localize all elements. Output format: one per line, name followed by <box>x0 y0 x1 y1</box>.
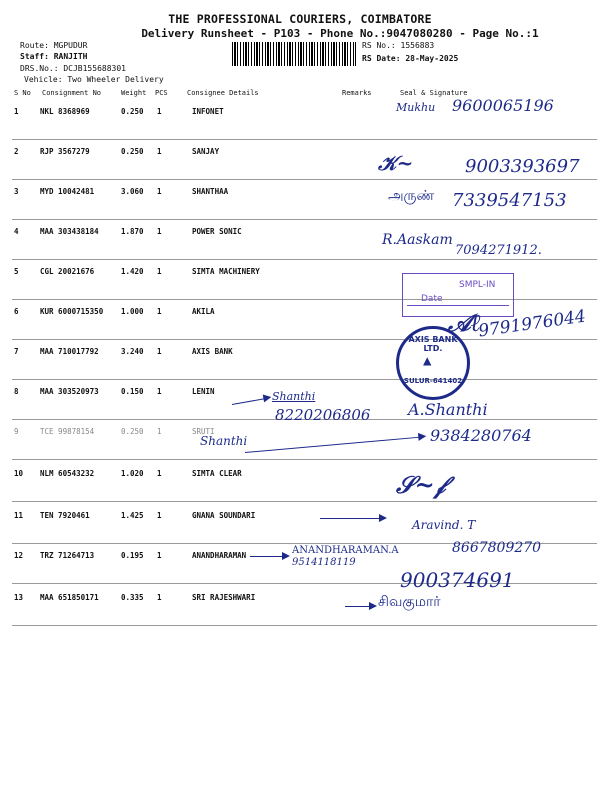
row-divider <box>12 625 597 626</box>
drs-number: DRS.No.: DCJB155688301 <box>20 64 126 73</box>
row-consignment: KUR 6000715350 <box>40 307 104 316</box>
row-weight: 3.060 <box>121 187 144 196</box>
row-pcs: 1 <box>157 227 162 236</box>
row-weight: 1.020 <box>121 469 144 478</box>
seal-top-text: AXIS BANK LTD. <box>408 335 458 353</box>
handwritten-signature-icon: 𝒦~ <box>378 151 414 175</box>
col-header-remarks: Remarks <box>342 89 372 97</box>
col-header-signature: Seal & Signature <box>400 89 468 97</box>
handwritten-signature: R.Aaskam <box>382 232 453 248</box>
row-pcs: 1 <box>157 187 162 196</box>
row-consignment: RJP 3567279 <box>40 147 90 156</box>
handwritten-signature-icon: 𝒜ℓ <box>448 308 481 337</box>
row-consignment: MYD 10042481 <box>40 187 95 196</box>
row-sno: 1 <box>14 107 19 116</box>
handwritten-phone: 9791976044 <box>477 306 588 342</box>
row-pcs: 1 <box>157 307 162 316</box>
col-header-weight: Weight <box>121 89 147 97</box>
handwritten-name: Shanthi <box>272 390 316 403</box>
row-consignment: TEN 7920461 <box>40 511 90 520</box>
table-row <box>12 340 597 380</box>
row-pcs: 1 <box>157 427 162 436</box>
row-pcs: 1 <box>157 147 162 156</box>
row-divider <box>12 459 597 460</box>
staff-label: Staff: <box>20 52 49 61</box>
row-sno: 10 <box>14 469 24 478</box>
table-row <box>12 586 597 626</box>
row-consignee: AXIS BANK <box>192 347 233 356</box>
row-weight: 0.195 <box>121 551 144 560</box>
row-consignee: SIMTA MACHINERY <box>192 267 260 276</box>
row-pcs: 1 <box>157 387 162 396</box>
runsheet-title: Delivery Runsheet - P103 - Phone No.:9047080280 - Page No.:1 <box>141 27 539 40</box>
handwritten-signature: அருண் <box>388 188 435 204</box>
row-sno: 7 <box>14 347 19 356</box>
row-consignment: TRZ 71264713 <box>40 551 95 560</box>
route-text: Route: MGPUDUR <box>20 41 88 50</box>
row-consignee: ANANDHARAMAN <box>192 551 247 560</box>
row-divider <box>12 501 597 502</box>
row-consignee: SIMTA CLEAR <box>192 469 242 478</box>
barcode <box>232 42 356 66</box>
handwritten-phone: 9600065196 <box>452 96 554 115</box>
seal-emblem-icon: ▲ <box>423 353 432 369</box>
row-sno: 9 <box>14 427 19 436</box>
row-pcs: 1 <box>157 511 162 520</box>
handwritten-signature-icon: 𝒮~𝒻 <box>396 470 446 499</box>
row-sno: 13 <box>14 593 24 602</box>
row-consignee: SANJAY <box>192 147 220 156</box>
table-row <box>12 504 597 544</box>
handwritten-phone: 8220206806 <box>275 406 371 424</box>
row-consignee: INFONET <box>192 107 224 116</box>
stamp-divider <box>407 305 509 306</box>
row-weight: 3.240 <box>121 347 144 356</box>
handwritten-name: Shanthi <box>200 434 248 448</box>
row-consignee: LENIN <box>192 387 215 396</box>
row-weight: 0.250 <box>121 147 144 156</box>
stamp-smpl-text: SMPL-IN <box>459 280 496 290</box>
handwritten-phone: 9514118119 <box>292 557 356 568</box>
handwritten-name: A.Shanthi <box>408 400 488 419</box>
handwritten-phone: 8667809270 <box>452 540 542 556</box>
handwritten-signature: சிவகுமார் <box>378 594 441 610</box>
row-consignee: SHANTHAA <box>192 187 229 196</box>
row-sno: 4 <box>14 227 19 236</box>
seal-bottom-text: SULUR-641402 <box>403 377 463 385</box>
handwritten-name: ANANDHARAMAN.A <box>292 545 399 556</box>
row-consignee: AKILA <box>192 307 215 316</box>
row-consignment: MAA 651850171 <box>40 593 99 602</box>
row-consignee: SRUTI <box>192 427 215 436</box>
handwritten-signature: Mukhu <box>396 101 436 114</box>
row-weight: 0.150 <box>121 387 144 396</box>
row-sno: 8 <box>14 387 19 396</box>
table-row <box>12 462 597 502</box>
row-consignee: POWER SONIC <box>192 227 242 236</box>
vehicle-text: Vehicle: Two Wheeler Delivery <box>24 75 164 84</box>
row-pcs: 1 <box>157 347 162 356</box>
row-consignee: SRI RAJESHWARI <box>192 593 256 602</box>
row-consignment: NLM 60543232 <box>40 469 95 478</box>
row-sno: 11 <box>14 511 24 520</box>
handwritten-phone: 9384280764 <box>430 426 532 445</box>
row-pcs: 1 <box>157 593 162 602</box>
row-weight: 1.425 <box>121 511 144 520</box>
row-sno: 3 <box>14 187 19 196</box>
row-weight: 0.335 <box>121 593 144 602</box>
staff-row <box>20 52 87 61</box>
stamp-date-label: Date <box>421 294 443 304</box>
row-sno: 12 <box>14 551 24 560</box>
row-sno: 6 <box>14 307 19 316</box>
row-consignment: MAA 303520973 <box>40 387 99 396</box>
staff-name: RANJITH <box>53 52 88 61</box>
rs-number: RS No.: 1556883 <box>362 41 435 50</box>
rs-date: RS Date: 28-May-2025 <box>362 54 459 63</box>
row-consignment: CGL 20021676 <box>40 267 95 276</box>
row-consignment: NKL 8368969 <box>40 107 90 116</box>
row-weight: 1.870 <box>121 227 144 236</box>
row-pcs: 1 <box>157 107 162 116</box>
col-header-sno: S No <box>14 89 31 97</box>
handwritten-arrow-icon <box>345 606 375 607</box>
row-consignee: GNANA SOUNDARI <box>192 511 256 520</box>
handwritten-phone: 9003393697 <box>465 156 580 177</box>
row-consignment: TCE 99878154 <box>40 427 95 436</box>
row-pcs: 1 <box>157 267 162 276</box>
row-weight: 0.250 <box>121 427 144 436</box>
col-header-pcs: PCS <box>155 89 168 97</box>
row-weight: 1.000 <box>121 307 144 316</box>
handwritten-phone: 7339547153 <box>452 190 567 211</box>
row-sno: 5 <box>14 267 19 276</box>
handwritten-arrow-icon <box>320 518 385 519</box>
col-header-consignee: Consignee Details <box>187 89 259 97</box>
col-header-consignment: Consignment No <box>42 89 102 97</box>
handwritten-phone: 900374691 <box>400 568 515 592</box>
row-weight: 0.250 <box>121 107 144 116</box>
handwritten-arrow-icon <box>250 556 288 557</box>
row-sno: 2 <box>14 147 19 156</box>
row-consignment: MAA 303438184 <box>40 227 99 236</box>
row-consignment: MAA 710017792 <box>40 347 99 356</box>
company-title: THE PROFESSIONAL COURIERS, COIMBATORE <box>168 12 432 26</box>
handwritten-phone: 7094271912. <box>455 243 542 258</box>
row-pcs: 1 <box>157 469 162 478</box>
handwritten-name: Aravind. T <box>412 518 476 532</box>
row-weight: 1.420 <box>121 267 144 276</box>
row-pcs: 1 <box>157 551 162 560</box>
